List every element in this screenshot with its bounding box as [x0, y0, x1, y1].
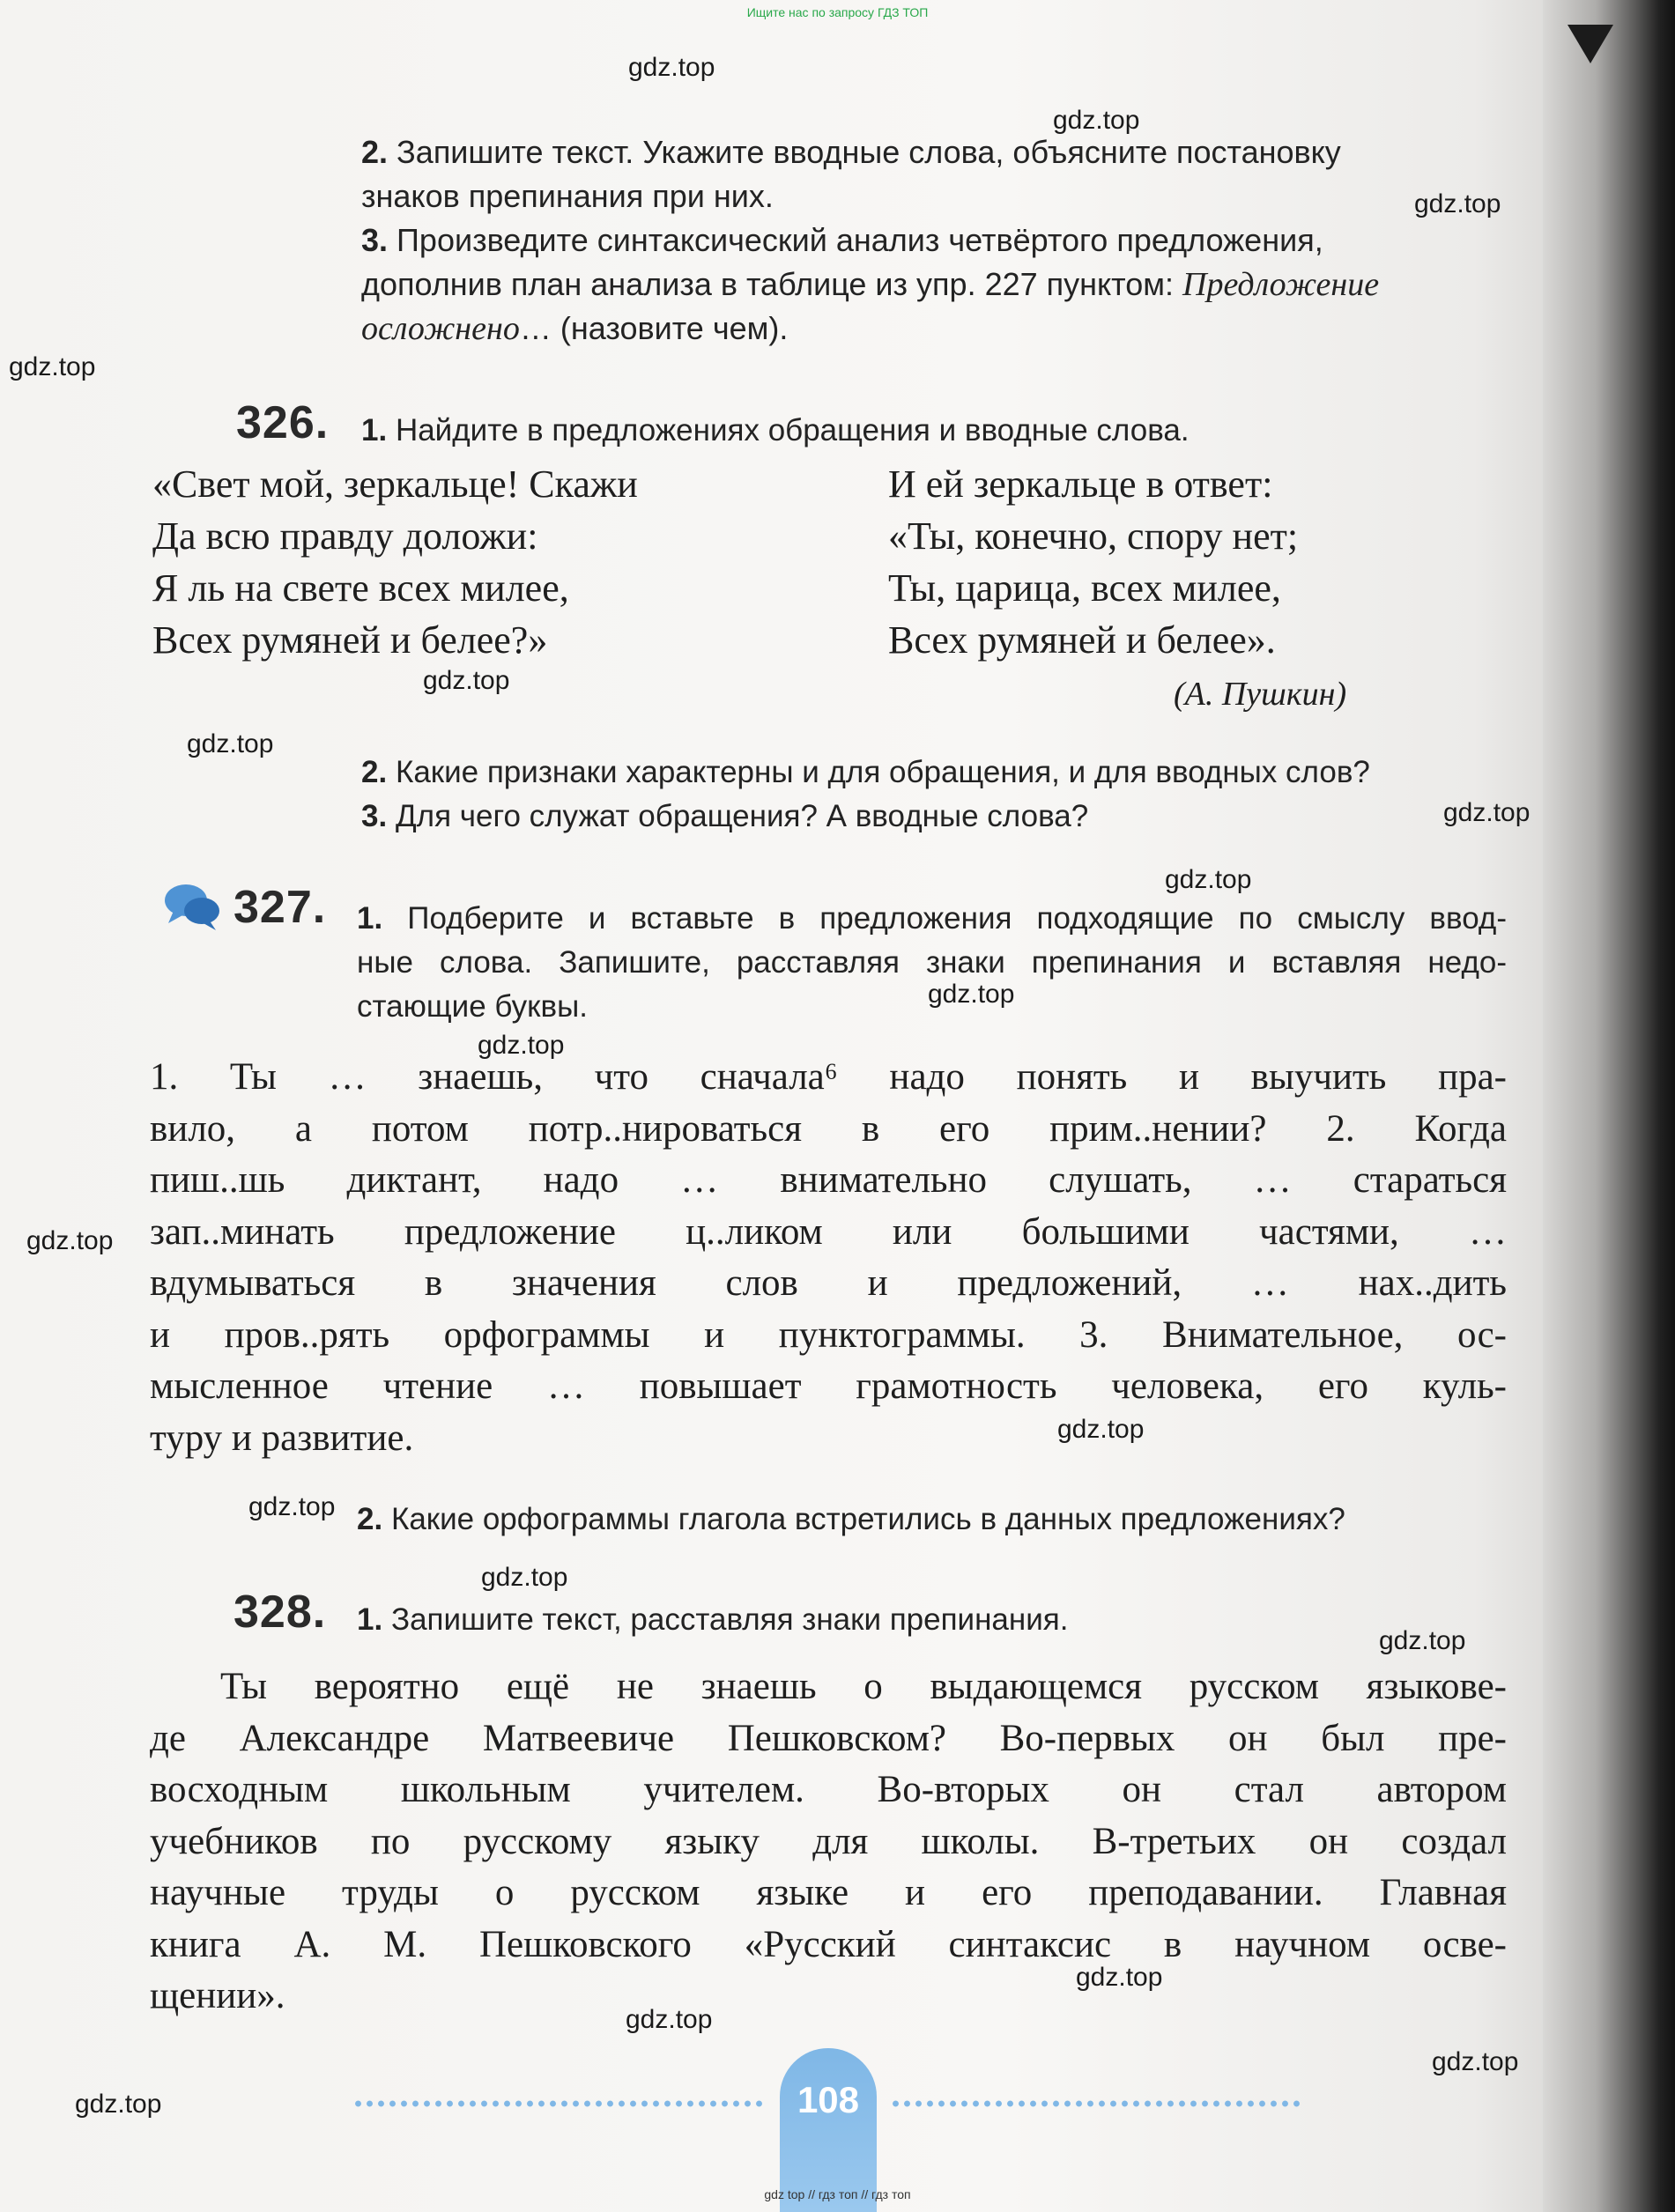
exercise-327-number: 327. [233, 882, 327, 933]
watermark: gdz.top [928, 980, 1015, 1009]
text-line: щении». [150, 1975, 285, 2016]
spine-notch-decoration [1568, 25, 1613, 63]
exercise-327-task-1: 1. Подберите и вставьте в предложения подходящие по смыслу ввод- ные слова. Запишите, расставляя знаки препинания и вставляя недо- стающие буквы. [357, 901, 1507, 1024]
footer-dots-right [890, 2099, 1304, 2108]
watermark: gdz.top [1443, 798, 1530, 827]
watermark: gdz.top [478, 1031, 565, 1060]
prev-task-3-line-3: осложнено… (назовите чем). [361, 310, 789, 347]
text-line: зап..минать предложение ц..ликом или большими частями, … [150, 1210, 1507, 1253]
poem-line: И ей зеркальце в ответ: [888, 462, 1273, 506]
watermark: gdz.top [1053, 106, 1140, 135]
prev-task-3-line-2: дополнив план анализа в таблице из упр. 227 пунктом: Предложение [361, 266, 1380, 303]
text-line: туру и развитие. [150, 1417, 414, 1459]
watermark: gdz.top [9, 352, 96, 381]
text-line: пиш..шь диктант, надо … внимательно слушать, … стараться [150, 1159, 1507, 1201]
poem-line: «Ты, конечно, спору нет; [888, 514, 1299, 558]
bottom-banner: gdz top // гдз топ // гдз топ [764, 2187, 911, 2201]
text-line: книга А. М. Пешковского «Русский синтаксис в научном осве- [150, 1923, 1507, 1965]
exercise-326-task-3: 3. Для чего служат обращения? А вводные слова? [361, 799, 1089, 833]
exercise-326-task-2: 2. Какие признаки характерны и для обращения, и для вводных слов? [361, 755, 1370, 789]
footer-dots-left [352, 2099, 767, 2108]
text-line: вило, а потом потр..нироваться в его прим..нении? 2. Когда [150, 1107, 1507, 1150]
watermark: gdz.top [187, 729, 274, 758]
watermark: gdz.top [628, 53, 715, 82]
prev-task-2-line-2: знаков препинания при них. [361, 178, 774, 214]
poem-line: Всех румяней и белее». [888, 618, 1276, 662]
text-line: учебников по русскому языку для школы. В-третьих он создал [150, 1820, 1507, 1862]
exercise-328-task-1: 1. Запишите текст, расставляя знаки препинания. [357, 1602, 1069, 1637]
exercise-326-task-1: 1. Найдите в предложениях обращения и вводные слова. [361, 413, 1190, 448]
exercise-326-number: 326. [236, 397, 330, 448]
text-line: восходным школьным учителем. Во-вторых он стал автором [150, 1769, 1507, 1810]
poem-line: Ты, царица, всех милее, [888, 566, 1281, 610]
watermark: gdz.top [1076, 1963, 1163, 1992]
prev-task-2-line-1: 2. Запишите текст. Укажите вводные слова, объясните постановку [361, 134, 1341, 170]
exercise-328-number: 328. [233, 1587, 327, 1638]
watermark: gdz.top [248, 1492, 336, 1521]
watermark: gdz.top [1165, 865, 1252, 894]
exercise-328-text [150, 1661, 1507, 2023]
watermark: gdz.top [481, 1563, 568, 1592]
watermark: gdz.top [1057, 1415, 1145, 1444]
watermark: gdz.top [75, 2090, 162, 2119]
poem-line: Всех румяней и белее?» [152, 618, 548, 662]
watermark: gdz.top [1414, 189, 1501, 218]
poem-author: (А. Пушкин) [1174, 676, 1347, 713]
watermark: gdz.top [1379, 1626, 1466, 1655]
top-banner: Ищите нас по запросу ГДЗ ТОП [746, 5, 929, 19]
text-line: де Александре Матвеевиче Пешковском? Во-первых он был пре- [150, 1717, 1507, 1759]
text-line: 1. Ты … знаешь, что сначала⁶ надо понять и выучить пра- [150, 1056, 1507, 1098]
watermark: gdz.top [1432, 2047, 1519, 2076]
poem-line: Да всю правду доложи: [152, 514, 538, 558]
book-spine-shadow [1543, 0, 1675, 2212]
poem-left-column [152, 458, 638, 666]
page-number: 108 [797, 2079, 860, 2120]
text-line: научные труды о русском языке и его преподавании. Главная [150, 1872, 1507, 1913]
watermark: gdz.top [626, 2005, 713, 2034]
speech-bubbles-icon [163, 881, 221, 932]
watermark: gdz.top [26, 1226, 114, 1255]
text-line: Ты вероятно ещё не знаешь о выдающемся русском языкове- [220, 1666, 1507, 1707]
prev-task-3-line-1: 3. Произведите синтаксический анализ четвёртого предложения, [361, 222, 1323, 258]
text-line: и пров..рять орфограммы и пунктограммы. 3. Внимательное, ос- [150, 1313, 1507, 1356]
exercise-327-text [150, 1052, 1507, 1464]
text-line: мысленное чтение … повышает грамотность человека, его куль- [150, 1365, 1507, 1407]
poem-right-column [888, 458, 1298, 666]
poem-line: «Свет мой, зеркальце! Скажи [152, 462, 638, 506]
poem-line: Я ль на свете всех милее, [152, 566, 569, 610]
exercise-327-task-2: 2. Какие орфограммы глагола встретились в данных предложениях? [357, 1502, 1345, 1536]
text-line: вдумываться в значения слов и предложений, … нах..дить [150, 1262, 1507, 1304]
watermark: gdz.top [423, 666, 510, 695]
